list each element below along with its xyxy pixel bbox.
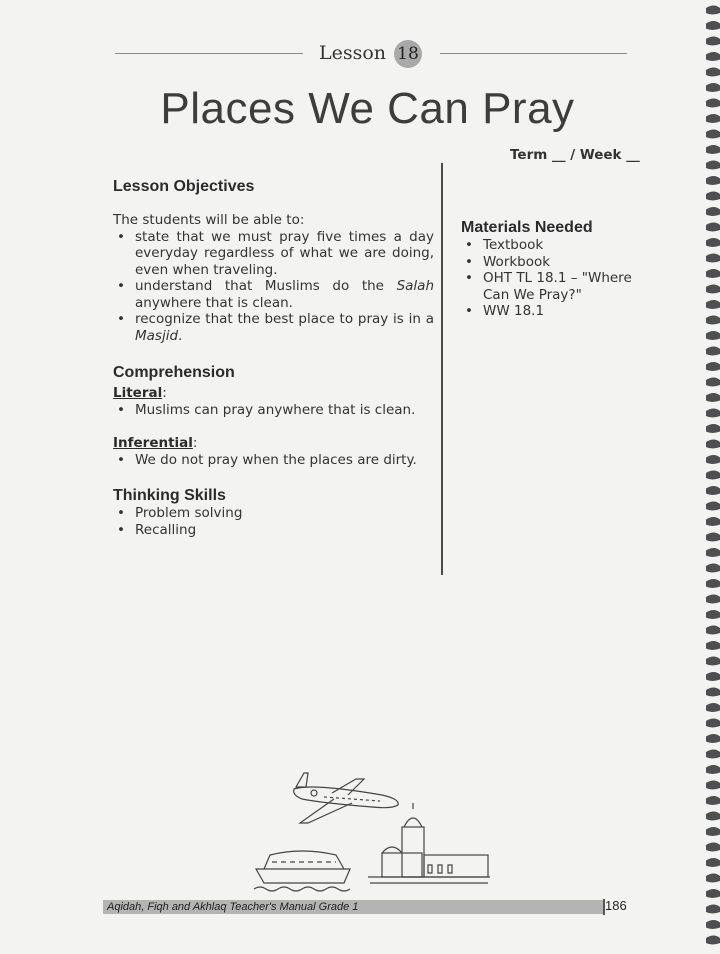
column-divider — [441, 163, 443, 575]
spiral-coil — [706, 161, 720, 170]
spiral-coil — [706, 300, 720, 309]
thinking-skills-section — [113, 487, 434, 538]
spiral-coil — [706, 579, 720, 588]
spiral-coil — [706, 920, 720, 929]
page-number: 186 — [605, 898, 627, 913]
materials-heading: Materials Needed — [461, 219, 593, 236]
spiral-coil — [706, 812, 720, 821]
spiral-coil — [706, 440, 720, 449]
list-item: • WW 18.1 — [465, 303, 545, 319]
list-item: • state that we must pray five times a day everyday regardless of what we are doing, even when traveling. — [117, 228, 434, 278]
spiral-coil — [706, 68, 720, 77]
spiral-coil — [706, 703, 720, 712]
spiral-coil — [706, 192, 720, 201]
spiral-coil — [706, 672, 720, 681]
travel-illustration — [252, 765, 492, 895]
lesson-label: Lesson — [319, 42, 387, 64]
spiral-coil — [706, 533, 720, 542]
spiral-coil — [706, 409, 720, 418]
lesson-header — [115, 40, 627, 70]
spiral-coil — [706, 285, 720, 294]
page-title: Places We Can Pray — [160, 84, 575, 133]
spiral-coil — [706, 393, 720, 402]
spiral-coil — [706, 874, 720, 883]
spiral-coil — [706, 843, 720, 852]
materials-list — [461, 237, 641, 320]
list-item: • understand that Muslims do the Salah anywhere that is clean. — [117, 278, 434, 311]
spiral-binding — [698, 0, 720, 954]
spiral-coil — [706, 719, 720, 728]
spiral-coil — [706, 827, 720, 836]
objectives-section — [113, 178, 434, 344]
objectives-intro: The students will be able to: — [113, 212, 305, 228]
spiral-coil — [706, 21, 720, 30]
spiral-coil — [706, 564, 720, 573]
spiral-coil — [706, 269, 720, 278]
comprehension-section — [113, 364, 434, 468]
spiral-coil — [706, 765, 720, 774]
spiral-coil — [706, 734, 720, 743]
objectives-list — [113, 229, 434, 345]
literal-list — [113, 402, 434, 419]
spiral-coil — [706, 378, 720, 387]
boat-icon — [254, 851, 350, 891]
spiral-coil — [706, 657, 720, 666]
spiral-coil — [706, 796, 720, 805]
spiral-coil — [706, 455, 720, 464]
term-week-field: Term __ / Week __ — [510, 147, 640, 163]
spiral-coil — [706, 223, 720, 232]
spiral-coil — [706, 750, 720, 759]
comprehension-heading: Comprehension — [113, 364, 235, 381]
spiral-coil — [706, 52, 720, 61]
spiral-coil — [706, 517, 720, 526]
list-item: • Recalling — [117, 521, 197, 538]
spiral-coil — [706, 6, 720, 15]
spiral-coil — [706, 781, 720, 790]
thinking-skills-list — [113, 505, 434, 538]
spiral-coil — [706, 936, 720, 945]
mosque-icon — [368, 803, 490, 883]
list-item: • Muslims can pray anywhere that is clean. — [117, 401, 416, 418]
list-item: • recognize that the best place to pray is in a Masjid. — [117, 311, 434, 344]
spiral-coil — [706, 688, 720, 697]
lesson-number-badge: 18 — [394, 40, 422, 68]
spiral-coil — [706, 641, 720, 650]
spiral-coil — [706, 889, 720, 898]
spiral-coil — [706, 347, 720, 356]
spiral-coil — [706, 486, 720, 495]
inferential-label: Inferential: — [113, 435, 198, 451]
inferential-list — [113, 452, 434, 469]
spiral-coil — [706, 502, 720, 511]
spiral-coil — [706, 905, 720, 914]
list-item: • Problem solving — [117, 505, 243, 521]
thinking-skills-heading: Thinking Skills — [113, 487, 226, 504]
spiral-coil — [706, 37, 720, 46]
spiral-coil — [706, 331, 720, 340]
spiral-coil — [706, 595, 720, 604]
footer-book-title: Aqidah, Fiqh and Akhlaq Teacher's Manual Grade 1 — [107, 901, 359, 913]
list-item: • We do not pray when the places are dirty. — [117, 451, 417, 468]
spiral-coil — [706, 316, 720, 325]
spiral-coil — [706, 610, 720, 619]
objectives-heading: Lesson Objectives — [113, 178, 255, 195]
list-item: • Textbook — [465, 237, 544, 253]
list-item: • Workbook — [465, 253, 551, 270]
spiral-coil — [706, 858, 720, 867]
spiral-coil — [706, 626, 720, 635]
spiral-coil — [706, 254, 720, 263]
list-item: • OHT TL 18.1 – "Where Can We Pray?" — [465, 270, 632, 303]
literal-label: Literal: — [113, 385, 167, 401]
spiral-coil — [706, 176, 720, 185]
spiral-coil — [706, 207, 720, 216]
spiral-coil — [706, 362, 720, 371]
spiral-coil — [706, 424, 720, 433]
header-rule-left — [115, 53, 303, 54]
materials-section — [461, 219, 641, 320]
spiral-coil — [706, 471, 720, 480]
header-rule-right — [440, 53, 627, 54]
spiral-coil — [706, 548, 720, 557]
spiral-coil — [706, 145, 720, 154]
airplane-icon — [294, 773, 399, 823]
spiral-coil — [706, 238, 720, 247]
